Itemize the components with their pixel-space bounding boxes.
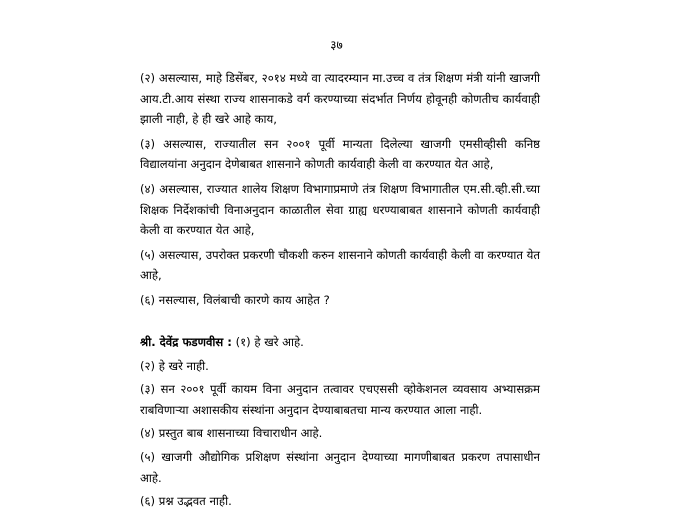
question-item-5: (५) असल्यास, उपरोक्त प्रकरणी चौकशी करुन शासनाने कोणती कार्यवाही केली वा करण्यात येत आहे, [140, 247, 540, 283]
question-item-6: (६) नसल्यास, विलंबाची कारणे काय आहेत ? [140, 292, 330, 307]
answer-item-2: (२) हे खरे नाही. [140, 358, 209, 373]
answer-item-4: (४) प्रस्तुत बाब शासनाच्या विचाराधीन आहे. [140, 426, 323, 441]
answer-section [140, 332, 540, 515]
answer-first: (१) हे खरे आहे. [235, 335, 304, 349]
page-number: ३७ [330, 38, 343, 52]
answer-item-1 [140, 332, 540, 353]
question-item-3: (३) असल्यास, राज्यातील सन २००१ पूर्वी मान्यता दिलेल्या खाजगी एमसीव्हीसी कनिष्ठ विद्यालयांना अनुदान देणेबाबत शासनाने कोणती कार्यवाही केली वा करण्यात येत आहे, [140, 136, 540, 172]
question-item-2: (२) असल्यास, माहे डिसेंबर, २०१४ मध्ये वा त्यादरम्यान मा.उच्च व तंत्र शिक्षण मंत्री यांनी खाजगी आय.टी.आय संस्था राज्य शासनाकडे वर्ग करण्याच्या संदर्भात निर्णय होवूनही कोणतीच कार्यवाही झाली नाही, हे ही खरे आहे काय, [140, 71, 540, 127]
answer-item-6: (६) प्रश्न उद्भवत नाही. [140, 494, 232, 509]
answer-speaker: श्री. देवेंद्र फडणवीस : [140, 335, 232, 349]
answer-item-5: (५) खाजगी औद्योगिक प्रशिक्षण संस्थांना अनुदान देण्याच्या मागणीबाबत प्रकरण तपासाधीन आहे. [140, 449, 540, 485]
answer-item-3: (३) सन २००१ पूर्वी कायम विना अनुदान तत्वावर एचएससी व्होकेशनल व्यवसाय अभ्यासक्रम राबविणाऱ्या अशासकीय संस्थांना अनुदान देण्याबाबतचा मान्य करण्यात आला नाही. [140, 382, 540, 417]
question-section [140, 68, 540, 315]
question-item-4: (४) असल्यास, राज्यात शालेय शिक्षण विभागाप्रमाणे तंत्र शिक्षण विभागातील एम.सी.व्ही.सी.च्या शिक्षक निर्देशकांची विनाअनुदान काळातील सेवा ग्राह्य धरण्याबाबत शासनाने कोणती कार्यवाही केली वा करण्यात येत आहे, [140, 181, 540, 238]
